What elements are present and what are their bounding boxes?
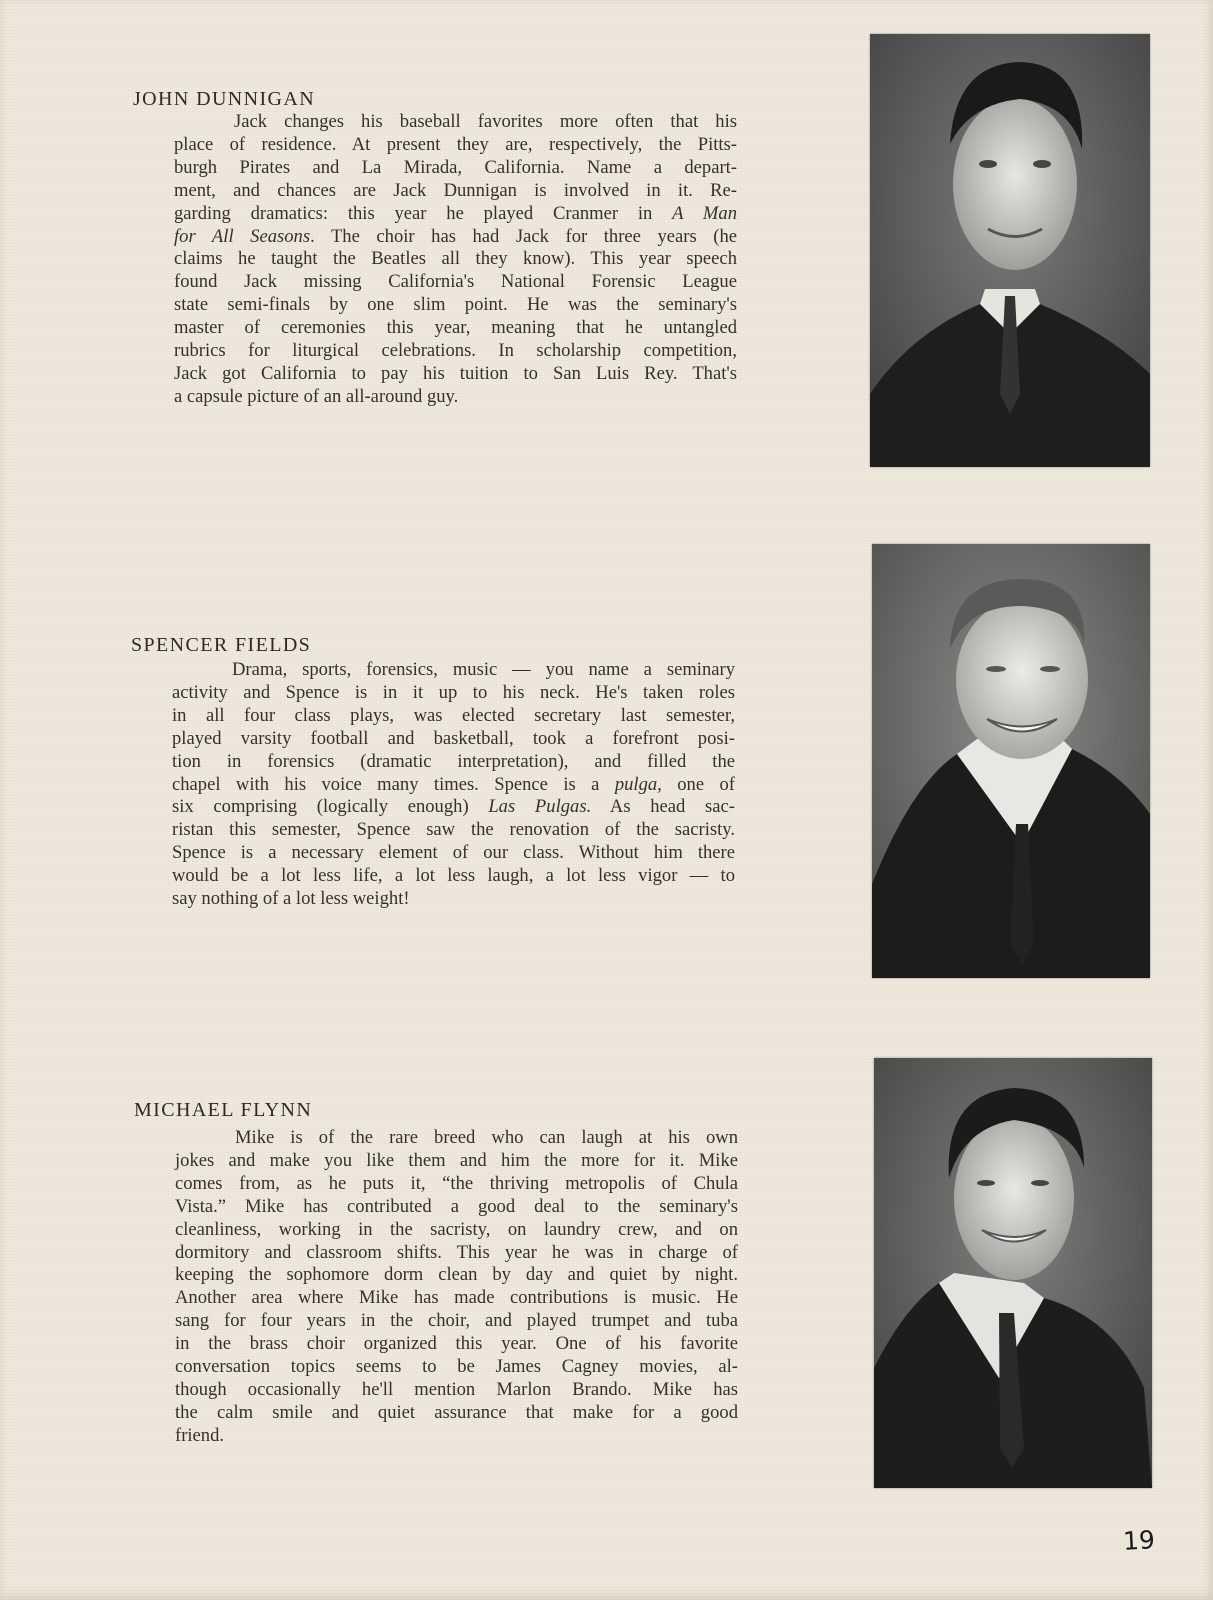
entry-name-john-dunnigan: JOHN DUNNIGAN [133,88,316,110]
bio-line: found Jack missing California's National Forensic League [174,271,737,293]
bio-line: rubrics for liturgical celebrations. In scholarship competition, [174,340,737,362]
bio-line: state semi-finals by one slim point. He was the seminary's [174,294,737,316]
bio-line: tion in forensics (dramatic interpretation), and filled the [172,750,735,772]
bio-line: activity and Spence is in it up to his neck. He's taken roles [172,681,735,703]
bio-line: conversation topics seems to be James Cagney movies, al- [175,1356,738,1378]
bio-line: chapel with his voice many times. Spence is a pulga, one of [172,773,735,795]
entry-name-spencer-fields: SPENCER FIELDS [131,634,312,656]
bio-line: burgh Pirates and La Mirada, California. Name a depart- [174,156,737,178]
portrait-photo-spencer-fields [872,544,1150,978]
bio-line: ristan this semester, Spence saw the renovation of the sacristy. [172,819,735,841]
bio-line: cleanliness, working in the sacristy, on laundry crew, and on [175,1218,738,1240]
bio-line: the calm smile and quiet assurance that make for a good [175,1401,738,1423]
entry-bio-michael-flynn [175,1127,738,1448]
bio-line: though occasionally he'll mention Marlon Brando. Mike has [175,1378,738,1400]
bio-line: jokes and make you like them and him the more for it. Mike [175,1149,738,1171]
bio-line: keeping the sophomore dorm clean by day and quiet by night. [175,1264,738,1286]
entry-bio-john-dunnigan [174,111,737,409]
entry-bio-spencer-fields [172,659,735,911]
portrait-photo-john-dunnigan [870,34,1150,467]
bio-line: played varsity football and basketball, took a forefront posi- [172,727,735,749]
bio-line: say nothing of a lot less weight! [172,888,410,910]
bio-line: for All Seasons. The choir has had Jack for three years (he [174,225,737,247]
portrait-graphic [872,544,1150,978]
portrait-photo-michael-flynn [874,1058,1152,1488]
bio-line: Spence is a necessary element of our class. Without him there [172,842,735,864]
entry-name-michael-flynn: MICHAEL FLYNN [134,1099,313,1121]
bio-line: in the brass choir organized this year. One of his favorite [175,1333,738,1355]
bio-line: would be a lot less life, a lot less laugh, a lot less vigor — to [172,865,735,887]
bio-line: garding dramatics: this year he played Cranmer in A Man [174,202,737,224]
bio-line: master of ceremonies this year, meaning that he untangled [174,317,737,339]
bio-line: Jack got California to pay his tuition to San Luis Rey. That's [174,362,737,384]
bio-line: place of residence. At present they are, respectively, the Pitts- [174,133,737,155]
bio-line: Drama, sports, forensics, music — you name a seminary [232,659,735,680]
bio-line: Another area where Mike has made contributions is music. He [175,1287,738,1309]
bio-line: a capsule picture of an all-around guy. [174,385,459,407]
bio-line: Vista.” Mike has contributed a good deal to the seminary's [175,1195,738,1217]
portrait-graphic [870,34,1150,467]
bio-line: in all four class plays, was elected secretary last semester, [172,704,735,726]
bio-line: dormitory and classroom shifts. This year he was in charge of [175,1241,738,1263]
bio-line: friend. [175,1424,225,1446]
bio-line: sang for four years in the choir, and played trumpet and tuba [175,1310,738,1332]
bio-line: comes from, as he puts it, “the thriving metropolis of Chula [175,1172,738,1194]
portrait-graphic [874,1058,1152,1488]
bio-line: Jack changes his baseball favorites more often that his [234,111,737,132]
bio-line: Mike is of the rare breed who can laugh at his own [235,1127,738,1148]
bio-line: six comprising (logically enough) Las Pulgas. As head sac- [172,796,735,818]
bio-line: claims he taught the Beatles all they know). This year speech [174,248,737,270]
bio-line: ment, and chances are Jack Dunnigan is involved in it. Re- [174,179,737,201]
page-number: 19 [1122,1525,1156,1556]
